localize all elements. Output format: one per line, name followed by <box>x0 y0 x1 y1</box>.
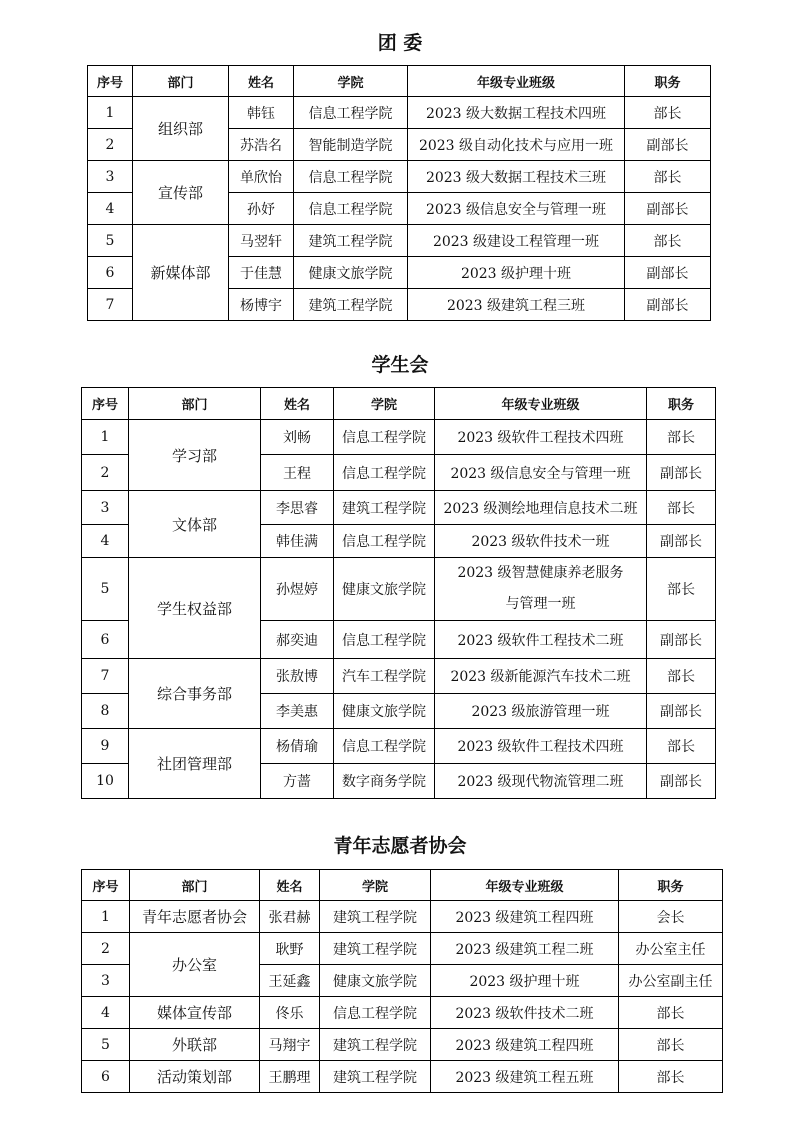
cell-role: 部长 <box>625 161 711 193</box>
cell-role: 副部长 <box>647 694 716 729</box>
cell-name: 张君赫 <box>260 901 320 933</box>
cell-dept: 综合事务部 <box>129 659 261 729</box>
cell-college: 健康文旅学院 <box>334 694 435 729</box>
table-row <box>88 161 711 193</box>
cell-college: 信息工程学院 <box>334 420 435 455</box>
cell-college: 信息工程学院 <box>334 525 435 558</box>
cell-name: 孙妤 <box>229 193 294 225</box>
header-seq: 序号 <box>82 388 129 420</box>
table-header-row <box>88 66 711 97</box>
cell-class: 2023 级建筑工程三班 <box>408 289 625 321</box>
cell-dept: 新媒体部 <box>133 225 229 321</box>
header-college: 学院 <box>294 66 408 97</box>
cell-college: 信息工程学院 <box>320 997 431 1029</box>
table-row <box>82 659 716 694</box>
cell-seq: 1 <box>82 901 130 933</box>
cell-seq: 5 <box>82 1029 130 1061</box>
cell-class: 2023 级建筑工程二班 <box>431 933 619 965</box>
cell-college: 信息工程学院 <box>334 729 435 764</box>
header-role: 职务 <box>647 388 716 420</box>
cell-seq: 1 <box>88 97 133 129</box>
cell-role: 副部长 <box>625 289 711 321</box>
cell-class: 2023 级大数据工程技术三班 <box>408 161 625 193</box>
cell-class: 2023 级护理十班 <box>408 257 625 289</box>
cell-role: 会长 <box>619 901 723 933</box>
section-title-xueshenghui: 学生会 <box>371 354 429 376</box>
cell-seq: 9 <box>82 729 129 764</box>
header-class: 年级专业班级 <box>431 870 619 901</box>
cell-name: 马翌轩 <box>229 225 294 257</box>
cell-class: 2023 级护理十班 <box>431 965 619 997</box>
cell-class: 2023 级建设工程管理一班 <box>408 225 625 257</box>
cell-role: 副部长 <box>647 764 716 799</box>
table-row <box>82 933 723 965</box>
cell-role: 部长 <box>619 1061 723 1093</box>
cell-seq: 5 <box>88 225 133 257</box>
cell-class: 2023 级新能源汽车技术二班 <box>435 659 647 694</box>
cell-college: 数字商务学院 <box>334 764 435 799</box>
cell-name: 单欣怡 <box>229 161 294 193</box>
cell-role: 部长 <box>647 558 716 621</box>
cell-college: 健康文旅学院 <box>320 965 431 997</box>
header-class: 年级专业班级 <box>408 66 625 97</box>
header-college: 学院 <box>320 870 431 901</box>
cell-name: 韩佳满 <box>261 525 334 558</box>
cell-college: 健康文旅学院 <box>294 257 408 289</box>
cell-dept: 组织部 <box>133 97 229 161</box>
cell-dept: 活动策划部 <box>130 1061 260 1093</box>
table-row <box>82 491 716 525</box>
cell-role: 办公室副主任 <box>619 965 723 997</box>
section-title-volunteer: 青年志愿者协会 <box>333 835 467 857</box>
cell-role: 部长 <box>619 997 723 1029</box>
cell-name: 王鹏理 <box>260 1061 320 1093</box>
cell-class: 2023 级大数据工程技术四班 <box>408 97 625 129</box>
cell-class: 2023 级软件技术一班 <box>435 525 647 558</box>
cell-class: 2023 级建筑工程四班 <box>431 901 619 933</box>
cell-seq: 6 <box>88 257 133 289</box>
header-name: 姓名 <box>261 388 334 420</box>
cell-name: 耿野 <box>260 933 320 965</box>
header-role: 职务 <box>625 66 711 97</box>
cell-college: 汽车工程学院 <box>334 659 435 694</box>
cell-dept: 社团管理部 <box>129 729 261 799</box>
table-row <box>88 225 711 257</box>
cell-name: 刘畅 <box>261 420 334 455</box>
cell-name: 张敖博 <box>261 659 334 694</box>
header-dept: 部门 <box>130 870 260 901</box>
cell-seq: 6 <box>82 621 129 659</box>
cell-college: 智能制造学院 <box>294 129 408 161</box>
cell-class: 2023 级测绘地理信息技术二班 <box>435 491 647 525</box>
cell-class: 2023 级现代物流管理二班 <box>435 764 647 799</box>
header-seq: 序号 <box>88 66 133 97</box>
cell-seq: 5 <box>82 558 129 621</box>
cell-seq: 2 <box>82 455 129 491</box>
cell-role: 副部长 <box>647 621 716 659</box>
cell-role: 部长 <box>625 97 711 129</box>
cell-college: 信息工程学院 <box>334 455 435 491</box>
table-xueshenghui <box>81 387 716 799</box>
cell-class: 2023 级建筑工程四班 <box>431 1029 619 1061</box>
cell-seq: 2 <box>82 933 130 965</box>
cell-dept: 青年志愿者协会 <box>130 901 260 933</box>
header-name: 姓名 <box>260 870 320 901</box>
table-row <box>82 1061 723 1093</box>
cell-seq: 10 <box>82 764 129 799</box>
cell-college: 建筑工程学院 <box>334 491 435 525</box>
cell-college: 建筑工程学院 <box>320 901 431 933</box>
cell-class-line2: 与管理一班 <box>505 596 576 612</box>
cell-name: 佟乐 <box>260 997 320 1029</box>
header-class: 年级专业班级 <box>435 388 647 420</box>
cell-seq: 3 <box>88 161 133 193</box>
header-role: 职务 <box>619 870 723 901</box>
cell-seq: 2 <box>88 129 133 161</box>
cell-seq: 3 <box>82 965 130 997</box>
cell-seq: 4 <box>88 193 133 225</box>
cell-college: 信息工程学院 <box>294 97 408 129</box>
cell-class: 2023 级软件技术二班 <box>431 997 619 1029</box>
cell-name: 苏浩名 <box>229 129 294 161</box>
cell-role: 部长 <box>647 659 716 694</box>
cell-role: 副部长 <box>647 455 716 491</box>
cell-name: 王程 <box>261 455 334 491</box>
cell-class-line1: 2023 级智慧健康养老服务 <box>457 565 624 581</box>
cell-class: 2023 级信息安全与管理一班 <box>408 193 625 225</box>
header-name: 姓名 <box>229 66 294 97</box>
cell-college: 信息工程学院 <box>334 621 435 659</box>
table-volunteer <box>81 869 723 1093</box>
cell-class: 2023 级软件工程技术四班 <box>435 420 647 455</box>
cell-seq: 3 <box>82 491 129 525</box>
cell-name: 杨倩瑜 <box>261 729 334 764</box>
cell-role: 办公室主任 <box>619 933 723 965</box>
cell-name: 韩钰 <box>229 97 294 129</box>
cell-class <box>435 558 647 621</box>
cell-name: 王延鑫 <box>260 965 320 997</box>
header-dept: 部门 <box>133 66 229 97</box>
table-row <box>82 729 716 764</box>
cell-name: 方蔷 <box>261 764 334 799</box>
cell-seq: 8 <box>82 694 129 729</box>
cell-role: 部长 <box>647 420 716 455</box>
table-row <box>82 420 716 455</box>
cell-class: 2023 级自动化技术与应用一班 <box>408 129 625 161</box>
cell-dept: 文体部 <box>129 491 261 558</box>
table-row <box>82 1029 723 1061</box>
cell-seq: 4 <box>82 525 129 558</box>
table-row <box>82 997 723 1029</box>
cell-class: 2023 级软件工程技术二班 <box>435 621 647 659</box>
cell-seq: 7 <box>82 659 129 694</box>
header-college: 学院 <box>334 388 435 420</box>
header-seq: 序号 <box>82 870 130 901</box>
cell-name: 杨博宇 <box>229 289 294 321</box>
table-row <box>82 558 716 621</box>
cell-name: 于佳慧 <box>229 257 294 289</box>
cell-name: 马翔宇 <box>260 1029 320 1061</box>
cell-name: 李美惠 <box>261 694 334 729</box>
cell-class: 2023 级信息安全与管理一班 <box>435 455 647 491</box>
cell-role: 副部长 <box>625 193 711 225</box>
table-row <box>82 901 723 933</box>
table-header-row <box>82 870 723 901</box>
cell-college: 健康文旅学院 <box>334 558 435 621</box>
cell-role: 部长 <box>625 225 711 257</box>
cell-college: 建筑工程学院 <box>294 289 408 321</box>
section-title-tuanwei: 团 委 <box>377 32 423 54</box>
header-dept: 部门 <box>129 388 261 420</box>
cell-role: 副部长 <box>647 525 716 558</box>
cell-dept: 学生权益部 <box>129 558 261 659</box>
cell-name: 孙煜婷 <box>261 558 334 621</box>
cell-college: 信息工程学院 <box>294 161 408 193</box>
table-header-row <box>82 388 716 420</box>
cell-role: 部长 <box>619 1029 723 1061</box>
cell-class: 2023 级建筑工程五班 <box>431 1061 619 1093</box>
cell-name: 郝奕迪 <box>261 621 334 659</box>
cell-role: 副部长 <box>625 257 711 289</box>
cell-name: 李思睿 <box>261 491 334 525</box>
cell-role: 部长 <box>647 491 716 525</box>
cell-college: 建筑工程学院 <box>294 225 408 257</box>
cell-dept: 宣传部 <box>133 161 229 225</box>
cell-seq: 7 <box>88 289 133 321</box>
cell-dept: 学习部 <box>129 420 261 491</box>
cell-class: 2023 级旅游管理一班 <box>435 694 647 729</box>
cell-college: 建筑工程学院 <box>320 1029 431 1061</box>
cell-dept: 外联部 <box>130 1029 260 1061</box>
cell-college: 建筑工程学院 <box>320 1061 431 1093</box>
cell-college: 建筑工程学院 <box>320 933 431 965</box>
cell-role: 部长 <box>647 729 716 764</box>
cell-seq: 6 <box>82 1061 130 1093</box>
cell-college: 信息工程学院 <box>294 193 408 225</box>
cell-seq: 4 <box>82 997 130 1029</box>
table-tuanwei <box>87 65 711 321</box>
cell-role: 副部长 <box>625 129 711 161</box>
cell-dept: 办公室 <box>130 933 260 997</box>
table-row <box>88 97 711 129</box>
cell-class: 2023 级软件工程技术四班 <box>435 729 647 764</box>
cell-dept: 媒体宣传部 <box>130 997 260 1029</box>
cell-seq: 1 <box>82 420 129 455</box>
